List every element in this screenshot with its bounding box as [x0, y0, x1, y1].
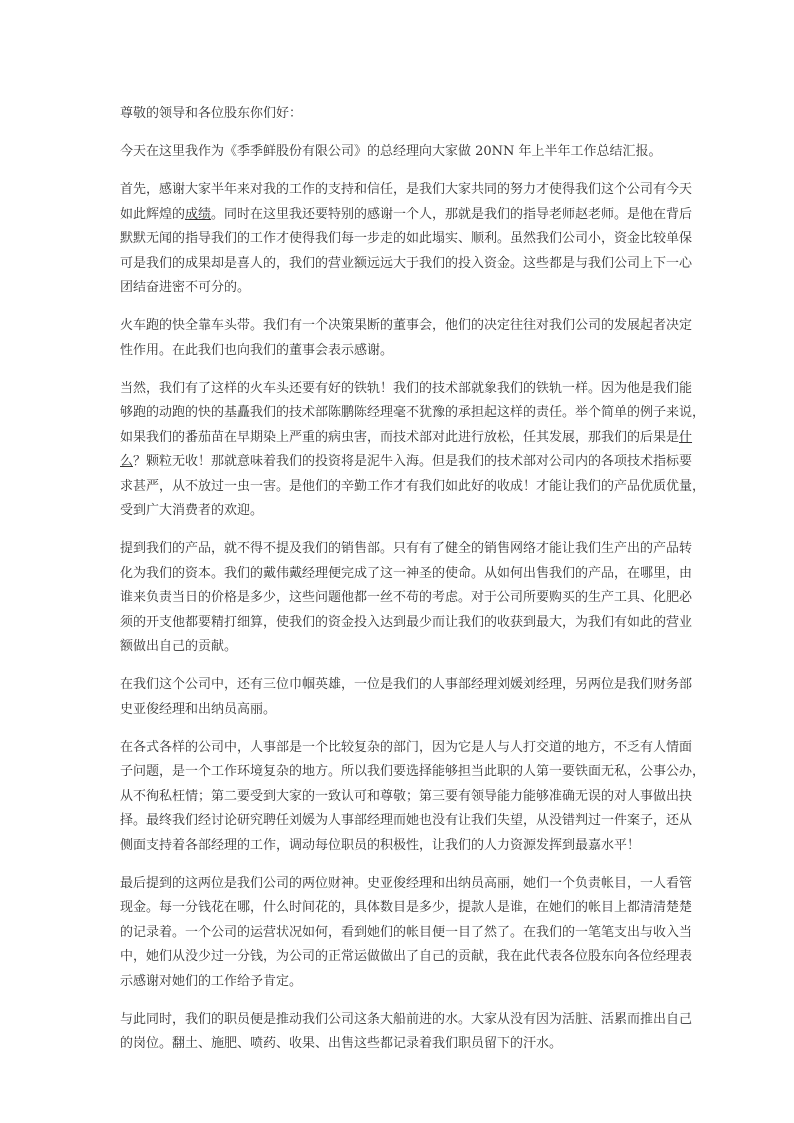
text-line: 当然，我们有了这样的火车头还要有好的铁轨！我们的技术部就象我们的铁轨一样。因为他是我们能 [120, 380, 693, 396]
text-line: 择。最终我们经讨论研究聘任刘媛为人事部经理而她也没有让我们失望，从没错判过一件案子，还从 [120, 813, 693, 828]
text-line: 须的开支他都要精打细算，使我们的资金投入达到最少而让我们的收获到最大，为我们有如此的营业 [120, 614, 693, 630]
body-paragraph [120, 178, 693, 301]
body-paragraph [120, 1008, 693, 1057]
text-line: 中，她们从没少过一分钱，为公司的正常运做做出了自己的贡献，我在此代表各位股东向各位经理表 [120, 949, 693, 964]
text-line: 提到我们的产品，就不得不提及我们的销售部。只有有了健全的销售网络才能让我们生产出的产品转 [120, 541, 693, 556]
text-line: 如此辉煌的成绩。同时在这里我还要特别的感谢一个人，那就是我们的指导老师赵老师。是他在背后 [120, 206, 693, 222]
underlined-word: 成绩 [185, 206, 212, 222]
text-line: 从不徇私枉情；第二要受到大家的一致认可和尊敬；第三要有领导能力能够准确无误的对人事做出抉 [120, 788, 693, 804]
text-line: 侧面支持着各部经理的工作，调动每位职员的积极性，让我们的人力资源发挥到最嘉水平！ [120, 837, 641, 853]
body-paragraph [120, 314, 693, 363]
text-line: 尊敬的领导和各位股东你们好： [120, 106, 303, 121]
text-line: 火车跑的快全靠车头带。我们有一个决策果断的董事会，他们的决定往往对我们公司的发展起者决定 [120, 318, 693, 333]
text-line: 首先，感谢大家半年来对我的工作的支持和信任，是我们大家共同的努力才使得我们这个公司有今天 [120, 182, 693, 197]
body-paragraph [120, 140, 673, 165]
text-line: 团结奋进密不可分的。 [120, 280, 251, 295]
text-line: 额做出自己的贡献。 [120, 639, 238, 654]
text-line: 求甚严，从不放过一虫一害。是他们的辛勤工作才有我们如此好的收成！才能让我们的产品优质优量， [120, 478, 706, 494]
text-line: 的记录着。一个公司的运营状况如何，看到她们的帐目便一目了然了。在我们的一笔笔支出与收入当 [120, 924, 693, 940]
text-line: 与此同时，我们的职员便是推动我们公司这条大船前进的水。大家从没有因为活脏、活累而推出自己 [120, 1011, 693, 1027]
underlined-word: 么 [120, 454, 134, 469]
text-line: 么？颗粒无收！那就意味着我们的投资将是泥牛入海。但是我们的技术部对公司内的各项技术指标要 [120, 454, 693, 469]
text-line: 谁来负责当日的价格是多少，这些问题他都一丝不苟的考虑。对于公司所要购买的生产工具、化肥必 [120, 590, 693, 605]
text-line: 的岗位。翻土、施肥、喷药、收果、出售这些都记录着我们职员留下的汗水。 [120, 1036, 563, 1051]
text-line: 性作用。在此我们也向我们的董事会表示感谢。 [120, 342, 394, 358]
text-line: 够跑的动跑的快的基矗我们的技术部陈鹏陈经理毫不犹豫的承担起这样的责任。举个简单的例子来说， [120, 405, 706, 420]
text-line: 现金。每一分钱花在哪，什么时间花的，具体数目是多少，提款人是谁，在她们的帐目上都清清楚楚 [120, 900, 693, 915]
text-line: 今天在这里我作为《季季鲜股份有限公司》的总经理向大家做 20NN 年上半年工作总结汇报。 [120, 144, 662, 159]
text-line: 史亚俊经理和出纳员高丽。 [120, 701, 277, 717]
body-paragraph [120, 673, 693, 722]
underlined-word: 什 [679, 429, 693, 445]
text-line: 在各式各样的公司中，人事部是一个比较复杂的部门，因为它是人与人打交道的地方，不乏有人情面 [120, 739, 693, 755]
text-line: 示感谢对她们的工作给予肯定。 [120, 973, 303, 989]
body-paragraph [120, 872, 693, 995]
text-line: 可是我们的成果却是喜人的，我们的营业额远远大于我们的投入资金。这些都是与我们公司上下一心 [120, 255, 693, 271]
body-paragraph [120, 377, 706, 524]
text-line: 默默无闻的指导我们的工作才使得我们每一步走的如此塌实、顺利。虽然我们公司小，资金比较单保 [120, 231, 693, 246]
text-line: 受到广大消费者的欢迎。 [120, 503, 264, 518]
text-line: 最后提到的这两位是我们公司的两位财神。史亚俊经理和出纳员高丽，她们一个负责帐目，一人看管 [120, 875, 693, 891]
text-line: 化为我们的资本。我们的戴伟戴经理便完成了这一神圣的使命。从如何出售我们的产品，在哪里，由 [120, 565, 693, 581]
text-line: 如果我们的番茄苗在早期染上严重的病虫害，而技术部对此进行放松，任其发展，那我们的后果是什 [120, 429, 693, 445]
greeting-paragraph [120, 102, 673, 127]
body-paragraph [120, 537, 693, 660]
text-line: 在我们这个公司中，还有三位巾帼英雄，一位是我们的人事部经理刘媛刘经理，另两位是我们财务部 [120, 677, 693, 692]
document-page [120, 102, 706, 1070]
text-line: 子问题，是一个工作环境复杂的地方。所以我们要选择能够担当此职的人第一要铁面无私，公事公办， [120, 764, 706, 779]
body-paragraph [120, 736, 706, 859]
